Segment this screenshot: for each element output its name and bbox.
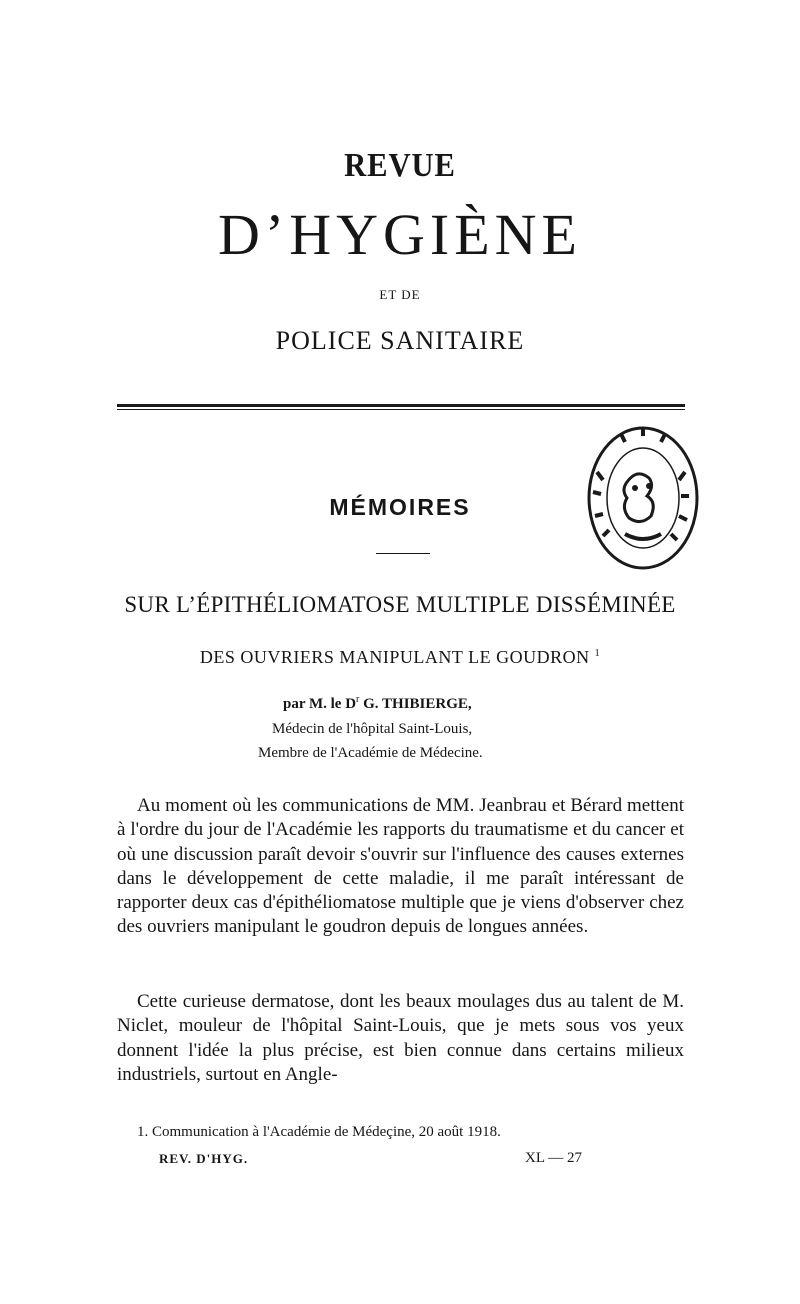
section-heading: MÉMOIRES bbox=[329, 494, 471, 520]
article-subtitle-text: DES OUVRIERS MANIPULANT LE GOUDRON bbox=[199, 647, 590, 667]
journal-title-line4: POLICE SANITAIRE bbox=[275, 326, 525, 355]
byline-prefix: par M. le D bbox=[283, 696, 357, 712]
author-affiliation-2: Membre de l'Académie de Médecine. bbox=[258, 745, 483, 761]
byline-name: G. THIBIERGE, bbox=[363, 696, 472, 712]
byline-sup: r bbox=[356, 694, 360, 705]
body-paragraph-2: Cette curieuse dermatose, dont les beaux moulages dus au talent de M. Niclet, mouleur de l'hôpital Saint-Louis, que je mets sous vos yeux donnent l'idée la plus précise, est bien connue dans certains milieux industriels, surtout en Angle- bbox=[117, 991, 684, 1085]
journal-title-main: D’HYGIÈNE bbox=[218, 202, 582, 267]
byline bbox=[283, 690, 472, 714]
header-rule-thick bbox=[117, 404, 685, 407]
article-title: SUR L’ÉPITHÉLIOMATOSE MULTIPLE DISSÉMINÉE bbox=[124, 592, 676, 617]
header-rule-thin bbox=[117, 409, 685, 410]
footnote: 1. Communication à l'Académie de Médeçine, 20 août 1918. bbox=[137, 1124, 501, 1140]
section-divider bbox=[376, 553, 430, 554]
footer-volume-signature: XL — 27 bbox=[525, 1150, 582, 1166]
journal-title-line1: REVUE bbox=[344, 147, 456, 184]
article-subtitle bbox=[0, 642, 800, 669]
footnote-marker: 1 bbox=[594, 648, 601, 659]
body-paragraph-1: Au moment où les communications de MM. Jeanbrau et Bérard mettent à l'ordre du jour de l'Académie les rapports du traumatisme et du cancer et où une discussion paraît devoir s'ouvrir sur l'influence des causes externes dans le développement de cette maladie, il me paraît intéressant de rapporter deux cas d'épithéliomatose multiple que je viens d'observer chez des ouvriers manipulant le goudron depuis de longues années. bbox=[117, 795, 684, 938]
author-affiliation-1: Médecin de l'hôpital Saint-Louis, bbox=[272, 721, 473, 737]
footer-journal-abbrev: REV. D'HYG. bbox=[159, 1151, 249, 1166]
journal-title-connector: ET DE bbox=[379, 287, 421, 302]
